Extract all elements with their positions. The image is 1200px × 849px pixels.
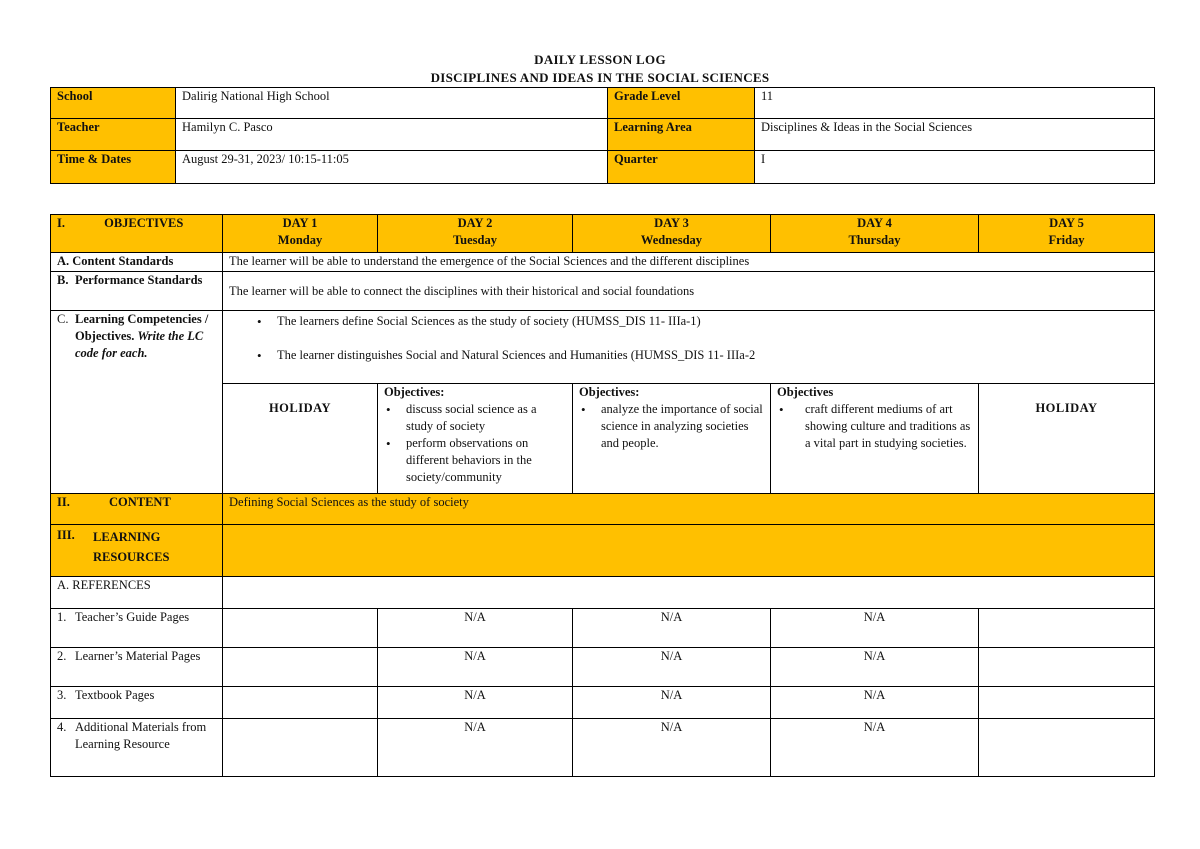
reference-cell <box>979 719 1155 777</box>
performance-standards-cell <box>51 272 223 311</box>
day-4-objectives <box>771 384 979 494</box>
reference-label: Teacher’s Guide Pages <box>75 610 190 624</box>
content-header <box>51 494 223 525</box>
day-2-objectives <box>378 384 573 494</box>
content-standards-value: The learner will be able to understand the emergence of the Social Sciences and the different disciplines <box>223 253 1155 272</box>
learning-area-value: Disciplines & Ideas in the Social Sciences <box>755 119 1155 151</box>
day-3-name: Wednesday <box>640 233 703 247</box>
reference-cell: N/A <box>378 648 573 687</box>
day-5-number: DAY 5 <box>1049 216 1084 230</box>
learning-area-label: Learning Area <box>608 119 755 151</box>
competencies-number: C. <box>57 312 69 326</box>
objective-item: • craft different mediums of art showing culture and traditions as a vital part in studying societies. <box>777 401 972 452</box>
reference-number: 3. <box>57 688 67 702</box>
reference-cell <box>223 609 378 648</box>
day-2-objectives-heading: Objectives: <box>384 385 445 399</box>
content-number: II. <box>57 495 70 509</box>
day-4-name: Thursday <box>848 233 901 247</box>
reference-4-label-cell <box>51 719 223 777</box>
reference-label: Textbook Pages <box>75 688 155 702</box>
day-1-header <box>223 215 378 253</box>
day-3-number: DAY 3 <box>654 216 689 230</box>
learning-resources-header <box>51 525 223 577</box>
content-value: Defining Social Sciences as the study of society <box>223 494 1155 525</box>
day-2-header <box>378 215 573 253</box>
day-5-name: Friday <box>1048 233 1085 247</box>
teacher-value: Hamilyn C. Pasco <box>176 119 608 151</box>
competency-item: • The learners define Social Sciences as the study of society (HUMSS_DIS 11- IIIa-1) <box>253 313 1148 330</box>
objectives-header <box>51 215 223 253</box>
time-dates-label: Time & Dates <box>51 151 176 184</box>
day-4-objectives-heading: Objectives <box>777 385 834 399</box>
title-line-2: DISCIPLINES AND IDEAS IN THE SOCIAL SCIENCES <box>430 70 770 85</box>
grade-level-label: Grade Level <box>608 88 755 119</box>
reference-number: 4. <box>57 720 67 734</box>
quarter-label: Quarter <box>608 151 755 184</box>
content-label: CONTENT <box>108 495 171 509</box>
teacher-label: Teacher <box>51 119 176 151</box>
resources-number: III. <box>57 528 75 542</box>
reference-cell: N/A <box>771 648 979 687</box>
time-dates-value: August 29-31, 2023/ 10:15-11:05 <box>176 151 608 184</box>
resources-label: LEARNING RESOURCES <box>93 530 170 564</box>
day-1-objectives: HOLIDAY <box>223 384 378 494</box>
school-value: Dalirig National High School <box>176 88 608 119</box>
day-2-number: DAY 2 <box>457 216 493 230</box>
reference-cell <box>979 648 1155 687</box>
learning-resources-value <box>223 525 1155 577</box>
lesson-log-table <box>50 214 1155 777</box>
reference-cell: N/A <box>573 719 771 777</box>
reference-cell: N/A <box>771 609 979 648</box>
objectives-number: I. <box>57 216 65 230</box>
performance-standards-value: The learner will be able to connect the disciplines with their historical and social foundations <box>223 272 1155 311</box>
competencies-label-cell <box>51 311 223 494</box>
day-2-name: Tuesday <box>452 233 497 247</box>
competencies-label: Learning Competencies / Objectives. <box>75 312 209 343</box>
reference-cell: N/A <box>771 687 979 719</box>
day-3-objectives <box>573 384 771 494</box>
reference-cell <box>223 719 378 777</box>
reference-cell: N/A <box>771 719 979 777</box>
school-label: School <box>51 88 176 119</box>
reference-number: 1. <box>57 610 67 624</box>
day-4-header <box>771 215 979 253</box>
reference-cell: N/A <box>378 687 573 719</box>
header-table <box>50 87 1155 184</box>
day-5-objectives: HOLIDAY <box>979 384 1155 494</box>
reference-cell <box>979 609 1155 648</box>
reference-cell: N/A <box>378 719 573 777</box>
references-value <box>223 577 1155 609</box>
title-line-1: DAILY LESSON LOG <box>534 52 666 67</box>
reference-2-label-cell <box>51 648 223 687</box>
competency-item: • The learner distinguishes Social and Natural Sciences and Humanities (HUMSS_DIS 11- IIIa-2 <box>253 347 1148 364</box>
content-standards-label: A. Content Standards <box>51 253 223 272</box>
reference-cell <box>223 648 378 687</box>
quarter-value: I <box>755 151 1155 184</box>
performance-label: Performance Standards <box>75 273 203 287</box>
reference-cell: N/A <box>573 609 771 648</box>
day-3-objectives-heading: Objectives: <box>579 385 640 399</box>
reference-cell: N/A <box>378 609 573 648</box>
objective-item: • discuss social science as a study of society <box>384 401 566 435</box>
reference-cell: N/A <box>573 687 771 719</box>
grade-level-value: 11 <box>755 88 1155 119</box>
reference-label: Learner’s Material Pages <box>75 649 201 663</box>
performance-number: B. <box>57 273 69 287</box>
reference-cell <box>979 687 1155 719</box>
reference-cell <box>223 687 378 719</box>
reference-1-label-cell <box>51 609 223 648</box>
day-1-name: Monday <box>277 233 323 247</box>
competencies-cell <box>223 311 1155 384</box>
competencies-note: Write the LC code for each. <box>75 329 204 360</box>
objective-item: • perform observations on different behaviors in the society/community <box>384 435 566 486</box>
reference-label: Additional Materials from Learning Resource <box>75 720 207 751</box>
day-3-header <box>573 215 771 253</box>
reference-3-label-cell <box>51 687 223 719</box>
day-4-number: DAY 4 <box>857 216 892 230</box>
day-1-number: DAY 1 <box>282 216 318 230</box>
references-label: A. REFERENCES <box>51 577 223 609</box>
day-5-header <box>979 215 1155 253</box>
objective-item: • analyze the importance of social science in analyzing societies and people. <box>579 401 764 452</box>
objectives-label: OBJECTIVES <box>104 216 184 230</box>
reference-number: 2. <box>57 649 67 663</box>
reference-cell: N/A <box>573 648 771 687</box>
